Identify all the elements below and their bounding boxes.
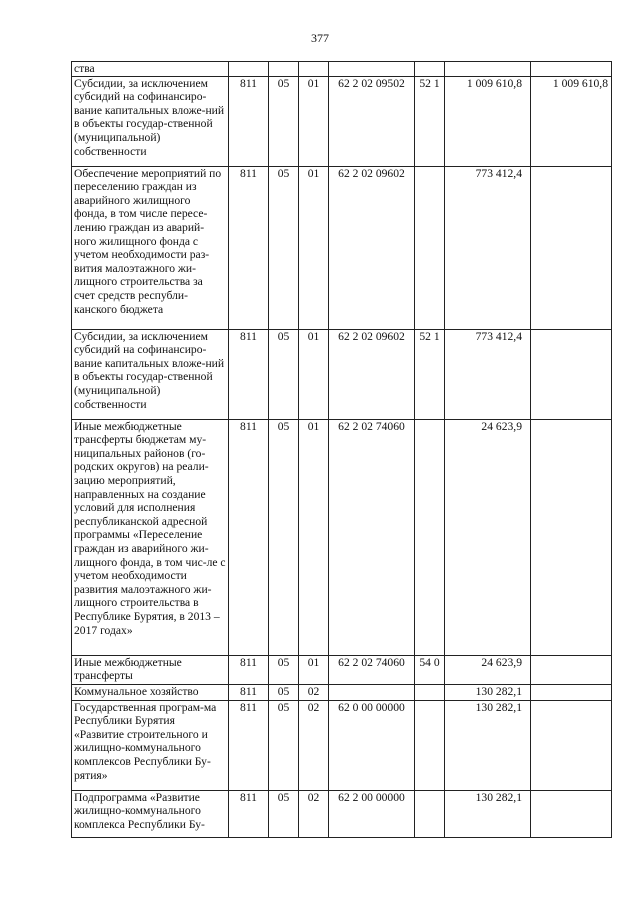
subsection-code-cell: 01 [299, 655, 329, 684]
section-code-cell: 05 [269, 684, 299, 700]
section-code-cell: 05 [269, 166, 299, 329]
subsection-code-cell: 01 [299, 419, 329, 655]
target-article-cell [329, 684, 415, 700]
section-code-cell: 05 [269, 419, 299, 655]
table-row [72, 419, 612, 655]
subsection-code-cell: 01 [299, 329, 329, 419]
section-code-cell: 05 [269, 655, 299, 684]
table-row [72, 329, 612, 419]
subsection-code-cell: 02 [299, 790, 329, 837]
row-name-cell: Обеспечение мероприятий по переселению граждан из аварийного жилищного фонда, в том числе пересе-лению граждан из аварий-ного жилищного фонда с учетом необходимости раз-вития малоэтажного жи-лищного строительства за счет средств республи-канского бюджета [72, 166, 229, 329]
row-name-cell: Коммунальное хозяйство [72, 684, 229, 700]
expense-type-cell [415, 166, 445, 329]
amount-cell: 24 623,9 [445, 655, 531, 684]
row-name-cell: ства [72, 62, 229, 77]
row-name-cell: Субсидии, за исключением субсидий на софинансиро-вание капитальных вложе-ний в объекты государ-ственной (муниципальной) собственности [72, 76, 229, 166]
target-article-cell [329, 62, 415, 77]
amount-cell: 773 412,4 [445, 329, 531, 419]
amount-cell: 1 009 610,8 [445, 76, 531, 166]
amount-cell: 130 282,1 [445, 790, 531, 837]
target-article-cell: 62 2 02 09602 [329, 329, 415, 419]
expense-type-cell [415, 790, 445, 837]
subsection-code-cell: 01 [299, 76, 329, 166]
section-code-cell [269, 62, 299, 77]
amount-2-cell: 1 009 610,8 [531, 76, 612, 166]
target-article-cell: 62 2 02 09602 [329, 166, 415, 329]
subsection-code-cell [299, 62, 329, 77]
table-row [72, 655, 612, 684]
section-code-cell: 05 [269, 329, 299, 419]
table-row [72, 684, 612, 700]
amount-cell: 773 412,4 [445, 166, 531, 329]
amount-2-cell [531, 166, 612, 329]
table-row [72, 790, 612, 837]
expense-type-cell: 52 1 [415, 76, 445, 166]
subsection-code-cell: 02 [299, 700, 329, 790]
page-number: 377 [311, 31, 329, 45]
ministry-code-cell: 811 [229, 76, 269, 166]
amount-2-cell [531, 700, 612, 790]
row-name-cell: Иные межбюджетные трансферты бюджетам му-ниципальных районов (го-родских округов) на реали-зацию мероприятий, направленных на создание условий для исполнения республиканской адресной программы «Переселение граждан из аварийного жи-лищного фонда, в том чис-ле с учетом необходимости развития малоэтажного жи-лищного строительства в Республике Бурятия, в 2013 – 2017 годах» [72, 419, 229, 655]
section-code-cell: 05 [269, 76, 299, 166]
target-article-cell: 62 0 00 00000 [329, 700, 415, 790]
amount-2-cell [531, 790, 612, 837]
ministry-code-cell [229, 62, 269, 77]
ministry-code-cell: 811 [229, 790, 269, 837]
amount-cell: 130 282,1 [445, 684, 531, 700]
amount-2-cell [531, 655, 612, 684]
ministry-code-cell: 811 [229, 419, 269, 655]
ministry-code-cell: 811 [229, 329, 269, 419]
amount-cell [445, 62, 531, 77]
table-row [72, 76, 612, 166]
expense-type-cell [415, 62, 445, 77]
row-name-cell: Субсидии, за исключением субсидий на софинансиро-вание капитальных вложе-ний в объекты государ-ственной (муниципальной) собственности [72, 329, 229, 419]
table-row [72, 700, 612, 790]
expense-type-cell: 52 1 [415, 329, 445, 419]
expense-type-cell [415, 419, 445, 655]
ministry-code-cell: 811 [229, 700, 269, 790]
target-article-cell: 62 2 00 00000 [329, 790, 415, 837]
ministry-code-cell: 811 [229, 655, 269, 684]
row-name-cell: Государственная програм-ма Республики Бурятия «Развитие строительного и жилищно-коммунального комплексов Республики Бу-рятия» [72, 700, 229, 790]
expense-type-cell [415, 700, 445, 790]
amount-2-cell [531, 419, 612, 655]
row-name-cell: Иные межбюджетные трансферты [72, 655, 229, 684]
ministry-code-cell: 811 [229, 684, 269, 700]
target-article-cell: 62 2 02 09502 [329, 76, 415, 166]
expense-type-cell [415, 684, 445, 700]
row-name-cell: Подпрограмма «Развитие жилищно-коммунального комплекса Республики Бу- [72, 790, 229, 837]
table-row [72, 62, 612, 77]
amount-cell: 24 623,9 [445, 419, 531, 655]
ministry-code-cell: 811 [229, 166, 269, 329]
amount-2-cell [531, 62, 612, 77]
target-article-cell: 62 2 02 74060 [329, 655, 415, 684]
amount-cell: 130 282,1 [445, 700, 531, 790]
amount-2-cell [531, 329, 612, 419]
section-code-cell: 05 [269, 790, 299, 837]
target-article-cell: 62 2 02 74060 [329, 419, 415, 655]
section-code-cell: 05 [269, 700, 299, 790]
subsection-code-cell: 01 [299, 166, 329, 329]
expense-type-cell: 54 0 [415, 655, 445, 684]
subsection-code-cell: 02 [299, 684, 329, 700]
budget-table [71, 61, 612, 838]
amount-2-cell [531, 684, 612, 700]
table-row [72, 166, 612, 329]
